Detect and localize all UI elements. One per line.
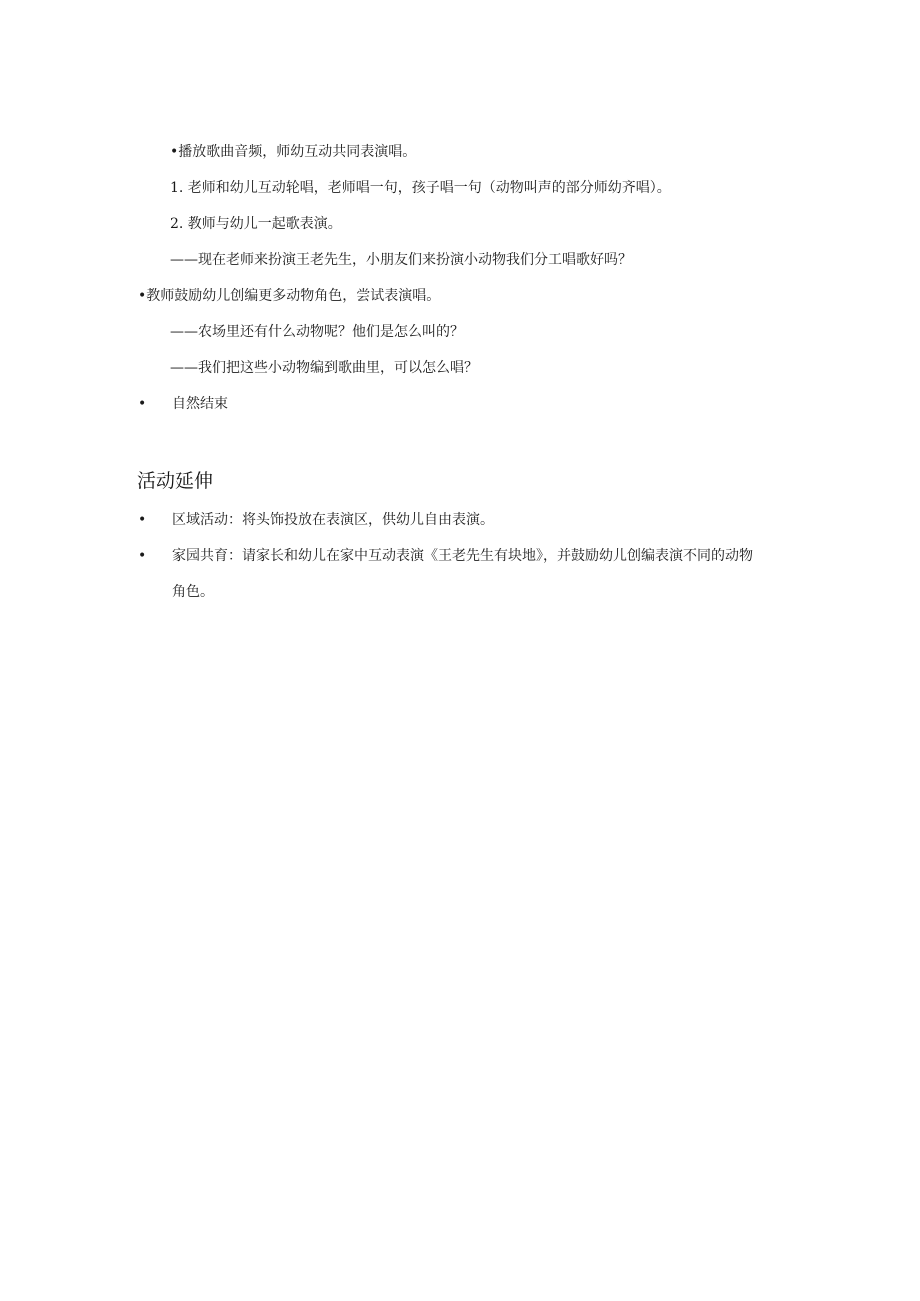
extension-item-area-activity: 区域活动：将头饰投放在表演区，供幼儿自由表演。 [172,512,494,528]
step-1-round-singing: 1. 老师和幼儿互动轮唱，老师唱一句，孩子唱一句（动物叫声的部分师幼齐唱）。 [170,180,671,196]
teacher-question-roles: ——现在老师来扮演王老先生，小朋友们来扮演小动物我们分工唱歌好吗？ [170,252,632,268]
step-play-song: •播放歌曲音频，师幼互动共同表演唱。 [170,144,417,160]
step-2-song-performance: 2. 教师与幼儿一起歌表演。 [170,216,342,232]
step-natural-end: 自然结束 [172,396,228,412]
extension-item-home-cooperation: 家园共育：请家长和幼儿在家中互动表演《王老先生有块地》，并鼓励幼儿创编表演不同的动物 [172,548,753,564]
bullet-marker: • [138,512,147,528]
extension-item-home-cooperation-cont: 角色。 [172,584,214,600]
teacher-question-how-to-sing: ——我们把这些小动物编到歌曲里，可以怎么唱？ [170,360,478,376]
step-encourage-creation: •教师鼓励幼儿创编更多动物角色，尝试表演唱。 [138,288,441,304]
teacher-question-animals: ——农场里还有什么动物呢？他们是怎么叫的？ [170,324,464,340]
section-heading-extension: 活动延伸 [137,470,214,492]
bullet-marker: • [138,548,147,564]
bullet-marker: • [138,396,147,412]
